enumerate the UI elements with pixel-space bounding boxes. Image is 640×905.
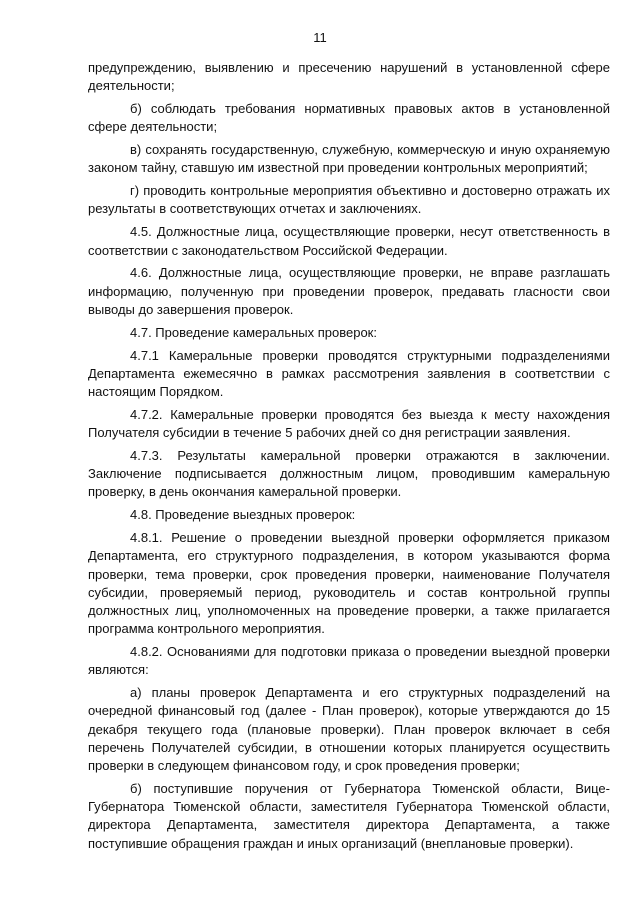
document-body	[88, 59, 610, 857]
paragraph-4-8: 4.8. Проведение выездных проверок:	[130, 507, 356, 523]
paragraph-4-5: 4.5. Должностные лица, осуществляющие проверки, несут ответственность в соответствии с законодательством Российской Федерации.	[88, 224, 610, 258]
paragraph-item-g: г) проводить контрольные мероприятия объективно и достоверно отражать их результаты в соответствующих отчетах и заключениях.	[88, 183, 610, 217]
paragraph-4-7: 4.7. Проведение камеральных проверок:	[130, 324, 377, 340]
paragraph-4-7-2: 4.7.2. Камеральные проверки проводятся без выезда к месту нахождения Получателя субсидии в течение 5 рабочих дней со дня регистрации заявления.	[88, 406, 610, 441]
paragraph-item-b: б) соблюдать требования нормативных правовых актов в установленной сфере деятельности;	[88, 101, 610, 135]
paragraph-item-b-2: б) поступившие поручения от Губернатора Тюменской области, Вице-Губернатора Тюменской области, заместителя Губернатора Тюменской области, директора Департамента, заместителя директора Департамента, а также поступившие обращения граждан и иных организаций (внеплановые проверки).	[88, 780, 610, 851]
paragraph-item-v: в) сохранять государственную, служебную, коммерческую и иную охраняемую законом тайну, ставшую им известной при проведении контрольных мероприятий;	[88, 142, 610, 176]
paragraph-4-8-2: 4.8.2. Основаниями для подготовки приказа о проведении выездной проверки являются:	[88, 644, 610, 678]
paragraph-item-a: а) планы проверок Департамента и его структурных подразделений на очередной финансовый год (далее - План проверок), которые утверждаются до 15 декабря текущего года (плановые проверки). План проверок включает в себя перечень Получателей субсидии, в отношении которых планируется осуществить проверки в следующем финансовом году, и срок проведения проверки;	[88, 685, 610, 774]
paragraph-4-7-3: 4.7.3. Результаты камеральной проверки отражаются в заключении. Заключение подписывается должностным лицом, проводившим камеральную проверку, в день окончания камеральной проверки.	[88, 448, 610, 500]
page-number: 11	[313, 30, 327, 45]
paragraph-4-7-1: 4.7.1 Камеральные проверки проводятся структурными подразделениями Департамента ежемесячно в рамках рассмотрения заявления в соответствии с настоящим Порядком.	[88, 347, 610, 400]
paragraph-4-8-1: 4.8.1. Решение о проведении выездной проверки оформляется приказом Департамента, его структурного подразделения, в котором указываются форма проверки, тема проверки, срок проведения проверки, наименование Получателя субсидии, проверяемый период, руководитель и состав контрольной группы должностных лиц, уполномоченных на проведение проверки, а также прилагается программа контрольного мероприятия.	[88, 530, 610, 637]
paragraph-4-6: 4.6. Должностные лица, осуществляющие проверки, не вправе разглашать информацию, полученную при проведении проверок, предавать гласности свои выводы до завершения проверок.	[88, 265, 610, 317]
paragraph-continuation: предупреждению, выявлению и пресечению нарушений в установленной сфере деятельности;	[88, 60, 610, 94]
